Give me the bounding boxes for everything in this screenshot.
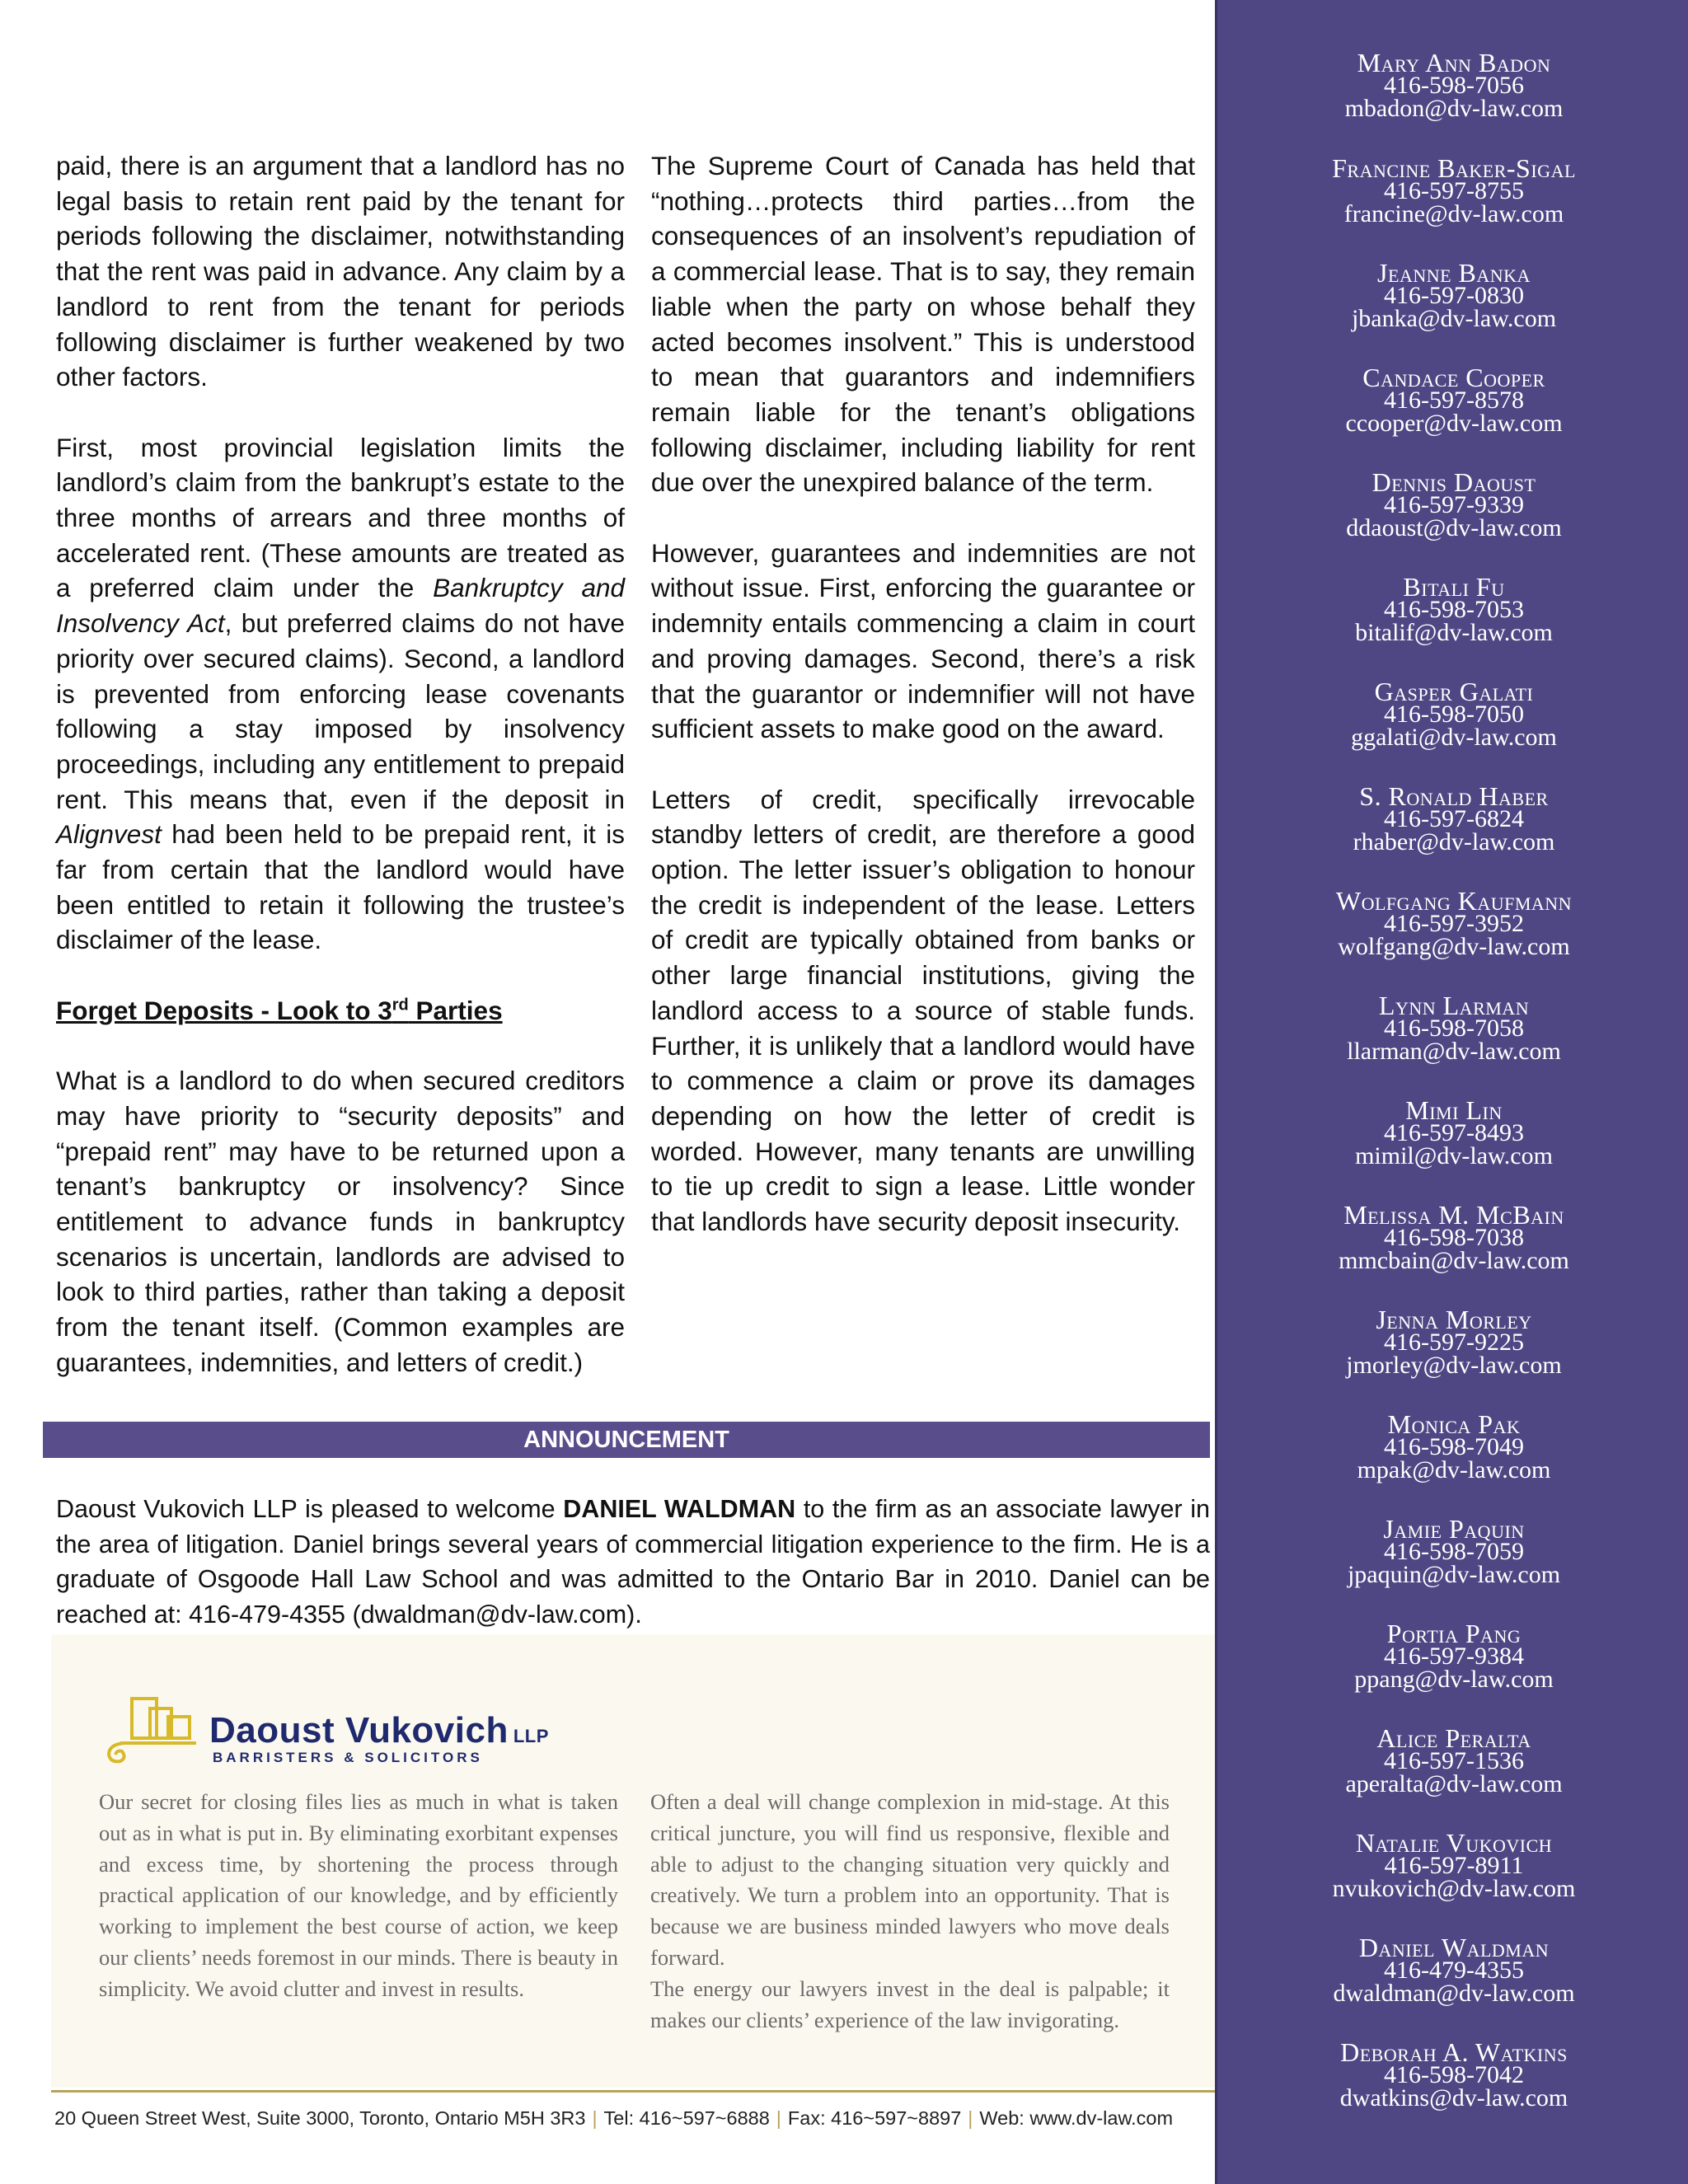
footer-web: Web: www.dv-law.com — [979, 2107, 1174, 2129]
contact-name: Gasper Galati — [1374, 677, 1534, 706]
contact-name: Candace Cooper — [1362, 363, 1545, 392]
paragraph: Letters of credit, specifically irrevocable standby letters of credit, are therefore a good option. The letter issuer’s obligation to honour the credit is independent of the lease. Letters of credit are typically obtained from banks or other large financial institutions, giving the landlord access to a source of stable funds. Further, it is unlikely that a landlord would have to commence a claim or prove its damages depending on how the letter of credit is worded. However, many tenants are unwilling to tie up credit to sign a lease. Little wonder that landlords have security deposit insecurity. — [651, 784, 1195, 1237]
text-run: to the firm as an associate lawyer in the area of litigation. Daniel brings several years of commercial litigation experience to the firm. He is a graduate of Osgoode Hall Law School and was admitted to the Ontario Bar in 2010. Daniel can be reached at: 416-479-4355 (dwaldman@dv-law.com). — [56, 1495, 1210, 1629]
contact-phone: 416-597-6824 — [1384, 805, 1524, 832]
contact-phone: 416-597-8578 — [1384, 387, 1524, 414]
contact-name: Jeanne Banka — [1377, 258, 1531, 288]
paragraph: The Supreme Court of Canada has held that “nothing…protects third parties…from the consequences of an insolvent’s repudiation of a commercial lease. That is to say, they remain liable when the party on whose behalf they acted becomes insolvent.” This is understood to mean that guarantors and indemnifiers remain liable for the tenant’s obligations following disclaimer, including liability for rent due over the unexpired balance of the term. — [651, 151, 1195, 498]
heading-text: Parties — [408, 995, 503, 1025]
act-title: Bankruptcy and Insolvency Act — [56, 573, 626, 639]
contact-email[interactable]: dwatkins@dv-law.com — [1339, 2084, 1568, 2111]
contact-name: Daniel Waldman — [1358, 1933, 1550, 1962]
contact-name: S. Ronald Haber — [1359, 781, 1549, 811]
contact-card — [1217, 781, 1688, 855]
contact-card — [1217, 1933, 1688, 2007]
contact-email[interactable]: ppang@dv-law.com — [1354, 1666, 1554, 1693]
contact-name: Jenna Morley — [1376, 1305, 1532, 1334]
promo-paragraph: The energy our lawyers invest in the deal is palpable; it makes our clients’ experience of the law invigorating. — [650, 1975, 1170, 2032]
paragraph — [56, 430, 625, 958]
contact-phone: 416-598-7059 — [1384, 1538, 1524, 1565]
heading-text: Forget Deposits - Look to 3 — [56, 995, 392, 1025]
contact-card — [1217, 2037, 1688, 2111]
text-run: , but preferred claims do not have priority over secured claims). Second, a landlord is prevented from enforcing lease covenants following a stay imposed by insolvency proceedings, including any entitlement to prepaid rent. This means that, even if the deposit in — [56, 608, 625, 814]
paragraph: paid, there is an argument that a landlord has no legal basis to retain rent paid by the tenant for periods following the disclaimer, notwithstanding that the rent was paid in advance. Any claim by a landlord to rent from the tenant for periods following disclaimer is further weakened by two other factors. — [56, 151, 625, 392]
contact-name: Monica Pak — [1387, 1409, 1521, 1439]
contact-card — [1217, 1409, 1688, 1483]
contact-email[interactable]: jpaquin@dv-law.com — [1347, 1561, 1561, 1588]
contact-phone: 416-479-4355 — [1384, 1957, 1524, 1984]
contact-name: Dennis Daoust — [1372, 467, 1536, 497]
contact-card — [1217, 363, 1688, 437]
contact-email[interactable]: bitalif@dv-law.com — [1355, 619, 1553, 646]
footer-tel: Tel: 416~597~6888 — [603, 2107, 770, 2129]
contact-phone: 416-597-3952 — [1384, 910, 1524, 937]
contact-phone: 416-597-8911 — [1384, 1852, 1524, 1879]
contact-email[interactable]: nvukovich@dv-law.com — [1332, 1875, 1576, 1902]
contact-email[interactable]: rhaber@dv-law.com — [1353, 828, 1555, 855]
contact-phone: 416-597-9384 — [1384, 1643, 1524, 1670]
contact-phone: 416-597-9339 — [1384, 491, 1524, 518]
heading-superscript: rd — [392, 996, 409, 1015]
contact-name: Lynn Larman — [1378, 991, 1530, 1020]
contact-name: Melissa M. McBain — [1343, 1200, 1564, 1230]
announcement-text — [56, 1492, 1210, 1633]
contact-email[interactable]: mbadon@dv-law.com — [1344, 95, 1564, 122]
contact-phone: 416-598-7053 — [1384, 596, 1524, 623]
promo-paragraph: Often a deal will change complexion in mid-stage. At this critical juncture, you will find us responsive, flexible and able to adjust to the changing situation very quickly and creatively. We turn a problem into an opportunity. That is because we are business minded lawyers who move deals forward. — [650, 1789, 1170, 1970]
footer-separator: | — [968, 2107, 973, 2129]
contact-email[interactable]: ggalati@dv-law.com — [1351, 724, 1557, 751]
contact-phone: 416-598-7049 — [1384, 1433, 1524, 1460]
lawyer-directory-sidebar — [1215, 0, 1688, 2184]
contact-phone: 416-598-7058 — [1384, 1015, 1524, 1042]
contact-card — [1217, 1200, 1688, 1274]
contact-name: Mimi Lin — [1405, 1095, 1503, 1125]
contact-name: Portia Pang — [1386, 1619, 1522, 1648]
footer-separator: | — [592, 2107, 598, 2129]
contact-phone: 416-598-7038 — [1384, 1224, 1524, 1251]
contact-name: Jamie Paquin — [1383, 1514, 1525, 1544]
logo-llp: LLP — [513, 1726, 549, 1746]
promo-left-column — [99, 1787, 618, 2005]
firm-promo — [51, 1634, 1215, 2088]
contact-card — [1217, 467, 1688, 541]
footer-contact-line — [54, 2107, 1173, 2130]
logo-name-text: Daoust Vukovich — [209, 1710, 509, 1750]
footer-separator: | — [776, 2107, 781, 2129]
section-heading — [56, 993, 625, 1029]
contact-phone: 416-597-8755 — [1384, 177, 1524, 204]
logo-wordmark — [209, 1710, 549, 1751]
contact-email[interactable]: mpak@dv-law.com — [1357, 1456, 1551, 1483]
announcement-banner: ANNOUNCEMENT — [43, 1422, 1210, 1458]
text-run: Daoust Vukovich LLP is pleased to welcome — [56, 1495, 564, 1523]
contact-name: Mary Ann Badon — [1357, 48, 1551, 77]
contact-phone: 416-597-9225 — [1384, 1329, 1524, 1356]
announcement-name: DANIEL WALDMAN — [563, 1495, 796, 1523]
contact-phone: 416-598-7042 — [1384, 2061, 1524, 2088]
contact-card — [1217, 886, 1688, 960]
contact-name: Alice Peralta — [1376, 1723, 1531, 1753]
paragraph: What is a landlord to do when secured creditors may have priority to “security deposits” and “prepaid rent” may have to be returned upon a tenant’s bankruptcy or insolvency? Since entitlement to advance funds in bankruptcy scenarios is uncertain, landlords are advised to look to third parties, rather than taking a deposit from the tenant itself. (Common examples are guarantees, indemnities, and letters of credit.) — [56, 1066, 625, 1377]
contact-email[interactable]: ddaoust@dv-law.com — [1346, 514, 1562, 541]
contact-card — [1217, 677, 1688, 751]
contact-name: Deborah A. Watkins — [1340, 2037, 1568, 2067]
contact-name: Natalie Vukovich — [1355, 1828, 1553, 1858]
footer-address: 20 Queen Street West, Suite 3000, Toronto, Ontario M5H 3R3 — [54, 2107, 586, 2129]
article-right-column — [651, 148, 1195, 1240]
contact-email[interactable]: mmcbain@dv-law.com — [1339, 1247, 1569, 1274]
contact-card — [1217, 1828, 1688, 1902]
contact-card — [1217, 1514, 1688, 1588]
contact-email[interactable]: wolfgang@dv-law.com — [1338, 933, 1570, 960]
contact-email[interactable]: llarman@dv-law.com — [1347, 1038, 1561, 1065]
contact-card — [1217, 1723, 1688, 1797]
contact-card — [1217, 1305, 1688, 1379]
contact-card — [1217, 153, 1688, 227]
contact-email[interactable]: aperalta@dv-law.com — [1345, 1770, 1563, 1797]
contact-name: Bitali Fu — [1403, 572, 1505, 602]
contact-phone: 416-597-0830 — [1384, 282, 1524, 309]
case-name: Alignvest — [56, 819, 162, 850]
text-run: had been held to be prepaid rent, it is far from certain that the landlord would have been entitled to retain it following the trustee’s disclaimer of the lease. — [56, 819, 625, 955]
contact-email[interactable]: mimil@dv-law.com — [1355, 1142, 1553, 1169]
footer-divider — [51, 2090, 1215, 2093]
paragraph: However, guarantees and indemnities are not without issue. First, enforcing the guarantee or indemnity entails commencing a claim in court and proving damages. Second, there’s a risk that the guarantor or indemnifier will not have sufficient assets to make good on the award. — [651, 537, 1195, 744]
contact-phone: 416-597-8493 — [1384, 1119, 1524, 1146]
contact-card — [1217, 572, 1688, 646]
promo-paragraph: Our secret for closing files lies as much in what is taken out as in what is put in. By eliminating exorbitant expenses and excess time, by shortening the process through practical application of our knowledge, and by efficiently working to implement the best course of action, we keep our clients’ needs foremost in our minds. There is beauty in simplicity. We avoid clutter and invest in results. — [99, 1789, 618, 2001]
contact-phone: 416-597-1536 — [1384, 1747, 1524, 1774]
contact-name: Wolfgang Kaufmann — [1335, 886, 1573, 916]
contact-email[interactable]: francine@dv-law.com — [1343, 200, 1564, 227]
logo-tagline: BARRISTERS & SOLICITORS — [213, 1750, 483, 1765]
text-run: First, most provincial legislation limits the landlord’s claim from the bankrupt’s estate to the three months of arrears and three months of accelerated rent. (These amounts are treated as a preferred claim under the — [56, 432, 625, 603]
contact-email[interactable]: jbanka@dv-law.com — [1351, 305, 1557, 332]
article-left-column — [56, 148, 625, 1380]
contact-email[interactable]: jmorley@dv-law.com — [1346, 1352, 1562, 1379]
contact-card — [1217, 1095, 1688, 1169]
contact-card — [1217, 258, 1688, 332]
footer-fax: Fax: 416~597~8897 — [787, 2107, 962, 2129]
contact-email[interactable]: ccooper@dv-law.com — [1345, 410, 1563, 437]
contact-card — [1217, 1619, 1688, 1693]
contact-phone: 416-598-7056 — [1384, 72, 1524, 99]
contact-email[interactable]: dwaldman@dv-law.com — [1333, 1980, 1575, 2007]
firm-logo-icon — [99, 1692, 206, 1766]
contact-card — [1217, 48, 1688, 122]
contact-card — [1217, 991, 1688, 1065]
contact-name: Francine Baker-Sigal — [1332, 153, 1576, 183]
contact-phone: 416-598-7050 — [1384, 701, 1524, 728]
promo-right-column — [650, 1787, 1170, 2036]
